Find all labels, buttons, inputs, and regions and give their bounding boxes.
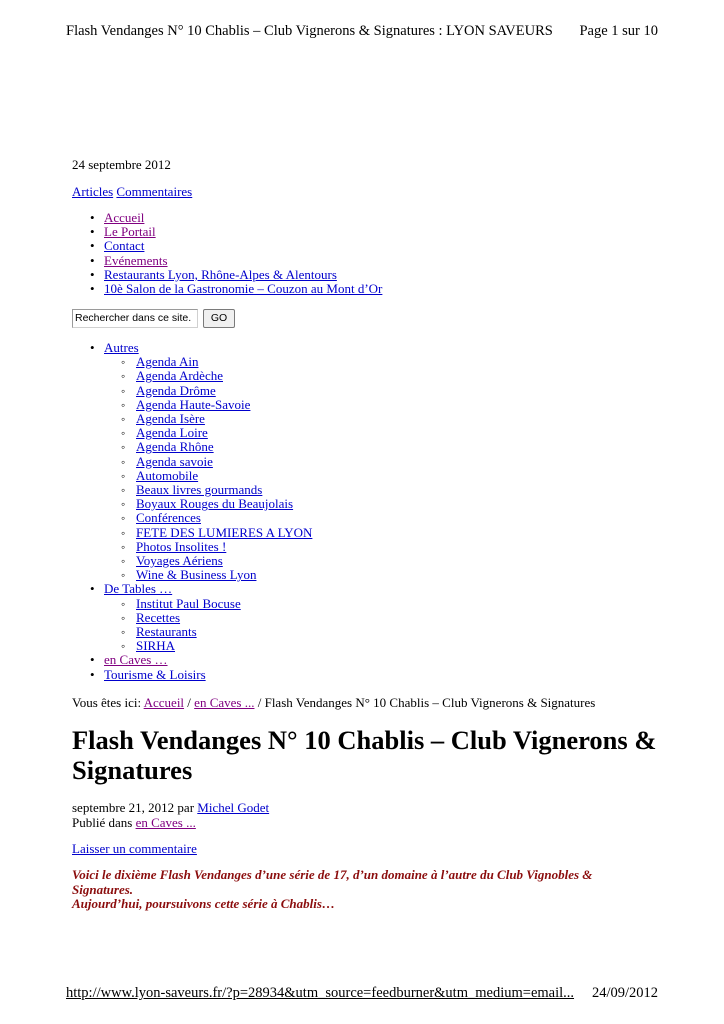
post-meta [72, 800, 269, 830]
post-category-line [72, 815, 269, 830]
subcategory-link-conferences[interactable]: Conférences [136, 510, 201, 526]
leave-comment-link[interactable]: Laisser un commentaire [72, 841, 197, 856]
nav-link-evenements[interactable]: Evénements [104, 252, 168, 268]
subcategory-item-fete-des-lumieres-a-lyon [104, 526, 312, 540]
subcategory-item-automobile [104, 469, 312, 483]
subcategory-item-sirha [104, 639, 312, 653]
subcategory-item-agenda-drome [104, 384, 312, 398]
subcategory-link-agenda-ain[interactable]: Agenda Ain [136, 354, 199, 370]
search-go-button[interactable]: GO [203, 309, 235, 328]
nav-item-restaurants-lyon-rhone-alpes-alentours [90, 268, 382, 282]
subcategory-link-sirha[interactable]: SIRHA [136, 638, 176, 654]
articles-feed-link[interactable]: Articles [72, 184, 114, 199]
subcategory-list [104, 597, 312, 654]
nav-item-10e-salon-de-la-gastronomie-couzon-au-mont-d-or [90, 282, 382, 296]
breadcrumb-separator: / [254, 695, 265, 710]
category-item-autres [90, 341, 312, 582]
print-header [66, 22, 658, 40]
nav-link-10e-salon-de-la-gastronomie-couzon-au-mont-d-or[interactable]: 10è Salon de la Gastronomie – Couzon au Mont d’Or [104, 281, 383, 297]
intro-line-2: Aujourd’hui, poursuivons cette série à Chablis… [72, 896, 335, 911]
category-link-autres[interactable]: Autres [104, 340, 139, 355]
post-title: Flash Vendanges N° 10 Chablis – Club Vignerons & Signatures [72, 725, 657, 785]
feed-links [72, 184, 192, 200]
comments-feed-link[interactable]: Commentaires [116, 184, 193, 199]
category-item-en-caves [90, 653, 312, 667]
author-link[interactable]: Michel Godet [197, 800, 270, 815]
subcategory-item-wine-business-lyon [104, 568, 312, 582]
subcategory-link-agenda-isere[interactable]: Agenda Isère [136, 411, 205, 427]
subcategory-link-agenda-rhone[interactable]: Agenda Rhône [136, 439, 214, 455]
breadcrumb-section-link[interactable]: en Caves ... [194, 695, 255, 710]
subcategory-item-restaurants [104, 625, 312, 639]
intro-line-1: Voici le dixième Flash Vendanges d’une série de 17, d’un domaine à l’autre du Club Vignobles & Signatures. [72, 867, 593, 897]
subcategory-item-agenda-isere [104, 412, 312, 426]
subcategory-link-automobile[interactable]: Automobile [136, 467, 199, 483]
subcategory-link-fete-des-lumieres-a-lyon[interactable]: FETE DES LUMIERES A LYON [136, 524, 313, 540]
subcategory-item-recettes [104, 611, 312, 625]
nav-link-accueil[interactable]: Accueil [104, 210, 145, 225]
post-intro [72, 868, 632, 912]
main-navigation [90, 211, 382, 296]
nav-link-restaurants-lyon-rhone-alpes-alentours[interactable]: Restaurants Lyon, Rhône-Alpes & Alentours [104, 266, 337, 282]
nav-item-evenements [90, 254, 382, 268]
print-page-number: Page 1 sur 10 [579, 23, 658, 39]
search-input[interactable]: Rechercher dans ce site. [72, 309, 198, 328]
subcategory-link-recettes[interactable]: Recettes [136, 609, 181, 625]
subcategory-item-agenda-savoie [104, 455, 312, 469]
subcategory-link-agenda-drome[interactable]: Agenda Drôme [136, 382, 216, 398]
subcategory-list [104, 355, 312, 582]
subcategory-link-agenda-haute-savoie[interactable]: Agenda Haute-Savoie [136, 396, 251, 412]
nav-item-contact [90, 239, 382, 253]
comment-link-wrapper [72, 841, 197, 857]
published-prefix: Publié dans [72, 815, 136, 830]
nav-link-le-portail[interactable]: Le Portail [104, 224, 156, 240]
post-category-link[interactable]: en Caves ... [135, 815, 196, 830]
subcategory-item-agenda-rhone [104, 440, 312, 454]
subcategory-link-beaux-livres-gourmands[interactable]: Beaux livres gourmands [136, 482, 263, 498]
subcategory-link-boyaux-rouges-du-beaujolais[interactable]: Boyaux Rouges du Beaujolais [136, 496, 294, 512]
print-footer [66, 985, 658, 1002]
category-item-tourisme-loisirs [90, 668, 312, 682]
subcategory-item-boyaux-rouges-du-beaujolais [104, 497, 312, 511]
nav-item-accueil [90, 211, 382, 225]
subcategory-link-agenda-ardeche[interactable]: Agenda Ardèche [136, 368, 223, 384]
print-header-title: Flash Vendanges N° 10 Chablis – Club Vignerons & Signatures : LYON SAVEURS [66, 23, 553, 39]
category-link-de-tables[interactable]: De Tables … [104, 581, 173, 597]
subcategory-item-photos-insolites [104, 540, 312, 554]
site-date: 24 septembre 2012 [72, 157, 171, 172]
category-navigation [90, 341, 312, 682]
post-byline [72, 800, 269, 815]
breadcrumb [72, 695, 595, 711]
subcategory-item-agenda-loire [104, 426, 312, 440]
nav-item-le-portail [90, 225, 382, 239]
breadcrumb-current: Flash Vendanges N° 10 Chablis – Club Vignerons & Signatures [264, 695, 596, 710]
subcategory-item-beaux-livres-gourmands [104, 483, 312, 497]
category-link-tourisme-loisirs[interactable]: Tourisme & Loisirs [104, 666, 206, 682]
category-item-de-tables [90, 582, 312, 653]
breadcrumb-separator: / [184, 695, 195, 710]
subcategory-item-conferences [104, 511, 312, 525]
subcategory-link-agenda-savoie[interactable]: Agenda savoie [136, 453, 213, 469]
nav-link-contact[interactable]: Contact [104, 238, 145, 254]
subcategory-link-wine-business-lyon[interactable]: Wine & Business Lyon [136, 567, 257, 583]
subcategory-item-voyages-aeriens [104, 554, 312, 568]
subcategory-item-agenda-ardeche [104, 369, 312, 383]
subcategory-link-photos-insolites[interactable]: Photos Insolites ! [136, 538, 227, 554]
subcategory-item-institut-paul-bocuse [104, 597, 312, 611]
category-link-en-caves[interactable]: en Caves … [104, 652, 168, 668]
breadcrumb-home-link[interactable]: Accueil [143, 695, 185, 710]
subcategory-link-restaurants[interactable]: Restaurants [136, 624, 197, 640]
subcategory-link-agenda-loire[interactable]: Agenda Loire [136, 425, 208, 441]
print-footer-date: 24/09/2012 [591, 985, 658, 1001]
print-footer-url: http://www.lyon-saveurs.fr/?p=28934&utm_source=feedburner&utm_medium=email... [66, 985, 575, 1001]
search-form [72, 309, 235, 328]
subcategory-item-agenda-ain [104, 355, 312, 369]
breadcrumb-prefix: Vous êtes ici: [72, 695, 144, 710]
post-date: septembre 21, 2012 par [72, 800, 198, 815]
subcategory-item-agenda-haute-savoie [104, 398, 312, 412]
subcategory-link-voyages-aeriens[interactable]: Voyages Aériens [136, 553, 223, 569]
subcategory-link-institut-paul-bocuse[interactable]: Institut Paul Bocuse [136, 595, 241, 611]
